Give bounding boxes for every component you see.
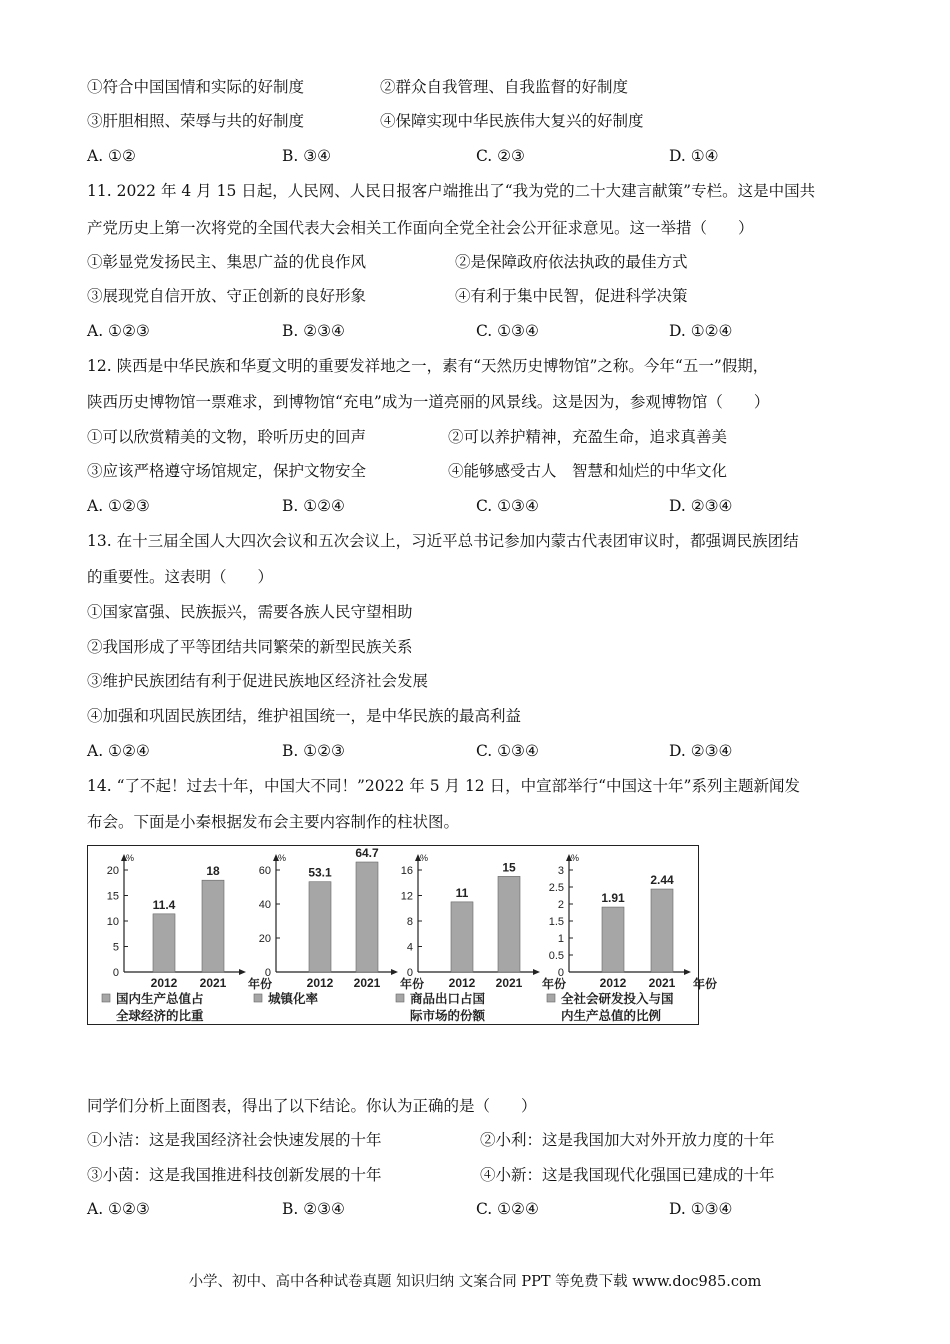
chart-3-legend-text: 际市场的份额: [410, 1009, 486, 1023]
chart-1-data-label: 18: [206, 864, 220, 879]
chart-2-bar-2021: [356, 862, 378, 972]
chart-4-data-label: 1.91: [601, 891, 625, 906]
chart-3-category-label: 2021: [495, 976, 523, 990]
q10-option-b: B. ③④: [282, 147, 332, 165]
q11-statement-2: ②是保障政府依法执政的最佳方式: [455, 253, 688, 271]
chart-3-bar-2012: [451, 902, 473, 972]
q13-option-a: A. ①②④: [87, 742, 150, 760]
chart-2-tick-label: 60: [258, 865, 271, 877]
q14-question: 同学们分析上面图表，得出了以下结论。你认为正确的是（ ）: [87, 1097, 537, 1115]
q13-statement-4: ④加强和巩固民族团结，维护祖国统一，是中华民族的最高利益: [87, 707, 522, 725]
chart-4-tick-label: 3: [557, 865, 564, 877]
chart-2-legend-text: 城镇化率: [268, 992, 319, 1006]
bar-charts: [88, 846, 718, 1026]
q12-option-b: B. ①②④: [282, 497, 345, 515]
chart-2-tick-label: 40: [258, 899, 271, 911]
chart-4-category-label: 2021: [648, 976, 676, 990]
chart-4-legend-text: 全社会研发投入与国: [561, 992, 674, 1006]
chart-4-legend-text: 内生产总值的比例: [561, 1009, 662, 1023]
q10-statement-1: ①符合中国国情和实际的好制度: [87, 78, 305, 96]
chart-4-x-arrow: [684, 969, 691, 975]
chart-1-data-label: 11.4: [152, 897, 176, 912]
chart-3-tick-label: 12: [400, 890, 413, 903]
chart-1-legend-swatch: [102, 994, 110, 1002]
chart-4-tick-label: 2: [557, 899, 564, 911]
q13-option-b: B. ①②③: [282, 742, 345, 760]
q13-statement-1: ①国家富强、民族振兴，需要各族人民守望相助: [87, 603, 413, 621]
q10-option-a: A. ①②: [87, 147, 136, 165]
chart-3-x-label: 年份: [542, 977, 567, 991]
q12-statement-3: ③应该严格遵守场馆规定，保护文物安全: [87, 462, 367, 480]
bar-chart-figure: [87, 845, 718, 1025]
chart-4-y-unit: %: [571, 853, 580, 863]
q13-stem-line-2: 的重要性。这表明（ ）: [87, 568, 274, 586]
q11-stem-line-2: 产党历史上第一次将党的全国代表大会相关工作面向全党全社会公开征求意见。这一举措（ ）: [87, 219, 754, 237]
chart-4-tick-label: 2.5: [548, 882, 564, 894]
chart-3-x-arrow: [533, 969, 540, 975]
chart-1-category-label: 2012: [150, 976, 178, 990]
chart-1-tick-label: 5: [112, 941, 119, 954]
q10-option-c: C. ②③: [476, 147, 525, 165]
chart-3-tick-label: 4: [406, 941, 413, 954]
q10-option-d: D. ①④: [669, 147, 719, 165]
q12-stem-line-2: 陕西历史博物馆一票难求，到博物馆“充电”成为一道亮丽的风景线。这是因为，参观博物馆（ ）: [87, 393, 770, 411]
chart-3-tick-label: 8: [406, 916, 413, 928]
chart-2-y-unit: %: [278, 853, 287, 863]
chart-1-y-unit: %: [126, 853, 135, 863]
q11-statement-4: ④有利于集中民智，促进科学决策: [455, 287, 688, 305]
q14-option-b: B. ②③④: [282, 1200, 345, 1218]
chart-3-bar-2021: [498, 876, 520, 972]
chart-2-data-label: 53.1: [308, 865, 332, 880]
chart-2-x-label: 年份: [400, 977, 425, 991]
chart-2-tick-label: 20: [258, 933, 271, 945]
q14-stem-line-1: 14. “了不起！过去十年，中国大不同！”2022 年 5 月 12 日，中宣部举行“中国这十年”系列主题新闻发: [87, 777, 800, 795]
chart-1-bar-2012: [153, 914, 175, 972]
q10-statement-3: ③肝胆相照、荣辱与共的好制度: [87, 112, 305, 130]
chart-2-legend-swatch: [254, 994, 262, 1002]
q13-statement-3: ③维护民族团结有利于促进民族地区经济社会发展: [87, 672, 429, 690]
chart-4-x-label: 年份: [693, 977, 718, 991]
chart-3-data-label: 11: [455, 885, 469, 900]
q11-statement-1: ①彰显党发扬民主、集思广益的优良作风: [87, 253, 367, 271]
q14-statement-1: ①小洁：这是我国经济社会快速发展的十年: [87, 1131, 382, 1149]
chart-2-category-label: 2012: [306, 976, 334, 990]
chart-1-tick-label: 15: [106, 890, 119, 903]
q12-statement-1: ①可以欣赏精美的文物，聆听历史的回声: [87, 428, 367, 446]
chart-1-tick-label: 20: [106, 865, 119, 877]
q11-stem-line-1: 11. 2022 年 4 月 15 日起，人民网、人民日报客户端推出了“我为党的二十大建言献策”专栏。这是中国共: [87, 182, 816, 200]
chart-1-bar-2021: [202, 880, 224, 972]
chart-3-y-unit: %: [420, 853, 429, 863]
q11-option-b: B. ②③④: [282, 322, 345, 340]
q11-option-a: A. ①②③: [87, 322, 150, 340]
q12-option-a: A. ①②③: [87, 497, 150, 515]
chart-3-legend-text: 商品出口占国: [410, 992, 486, 1006]
q12-stem-line-1: 12. 陕西是中华民族和华夏文明的重要发祥地之一，素有“天然历史博物馆”之称。今年“五一”假期，: [87, 357, 769, 375]
q14-statement-4: ④小新：这是我国现代化强国已建成的十年: [480, 1166, 775, 1184]
chart-3-tick-label: 0: [406, 967, 413, 979]
chart-1-tick-label: 10: [106, 916, 119, 928]
q11-option-d: D. ①②④: [669, 322, 733, 340]
chart-1-x-label: 年份: [248, 977, 273, 991]
q14-option-d: D. ①③④: [669, 1200, 733, 1218]
chart-2-tick-label: 0: [264, 967, 271, 979]
chart-1-legend-text: 国内生产总值占: [116, 992, 204, 1006]
chart-4-bar-2021: [651, 889, 673, 972]
chart-4-tick-label: 0.5: [548, 950, 564, 962]
q10-statement-2: ②群众自我管理、自我监督的好制度: [380, 78, 629, 96]
q13-option-c: C. ①③④: [476, 742, 539, 760]
chart-1-legend-text: 全球经济的比重: [116, 1009, 204, 1023]
q13-statement-2: ②我国形成了平等团结共同繁荣的新型民族关系: [87, 638, 413, 656]
q14-option-c: C. ①②④: [476, 1200, 539, 1218]
q12-statement-4: ④能够感受古人 智慧和灿烂的中华文化: [448, 462, 728, 480]
chart-3-data-label: 15: [502, 860, 516, 875]
chart-2-category-label: 2021: [353, 976, 381, 990]
chart-4-tick-label: 1.5: [548, 916, 564, 928]
chart-4-tick-label: 0: [557, 967, 564, 979]
chart-1-x-arrow: [239, 969, 246, 975]
chart-2-x-arrow: [391, 969, 398, 975]
page-footer: 小学、初中、高中各种试卷真题 知识归纳 文案合同 PPT 等免费下载 www.doc985.com: [188, 1274, 762, 1290]
chart-3-legend-swatch: [396, 994, 404, 1002]
q14-stem-line-2: 布会。下面是小秦根据发布会主要内容制作的柱状图。: [87, 813, 460, 831]
chart-3-category-label: 2012: [448, 976, 476, 990]
q14-statement-3: ③小茵：这是我国推进科技创新发展的十年: [87, 1166, 382, 1184]
chart-4-data-label: 2.44: [650, 873, 674, 888]
chart-1-category-label: 2021: [199, 976, 227, 990]
chart-4-legend-swatch: [547, 994, 555, 1002]
q14-option-a: A. ①②③: [87, 1200, 150, 1218]
q12-option-d: D. ②③④: [669, 497, 733, 515]
q11-option-c: C. ①③④: [476, 322, 539, 340]
q13-stem-line-1: 13. 在十三届全国人大四次会议和五次会议上，习近平总书记参加内蒙古代表团审议时，都强调民族团结: [87, 532, 799, 550]
chart-4-bar-2012: [602, 907, 624, 972]
chart-4-category-label: 2012: [599, 976, 627, 990]
chart-4-tick-label: 1: [557, 933, 564, 945]
q14-statement-2: ②小利：这是我国加大对外开放力度的十年: [480, 1131, 775, 1149]
chart-2-bar-2012: [309, 882, 331, 972]
chart-1-tick-label: 0: [112, 967, 119, 979]
q10-statement-4: ④保障实现中华民族伟大复兴的好制度: [380, 112, 644, 130]
chart-2-data-label: 64.7: [355, 846, 379, 861]
q11-statement-3: ③展现党自信开放、守正创新的良好形象: [87, 287, 367, 305]
q13-option-d: D. ②③④: [669, 742, 733, 760]
q12-option-c: C. ①③④: [476, 497, 539, 515]
chart-3-tick-label: 16: [400, 865, 413, 877]
q12-statement-2: ②可以养护精神，充盈生命，追求真善美: [448, 428, 728, 446]
